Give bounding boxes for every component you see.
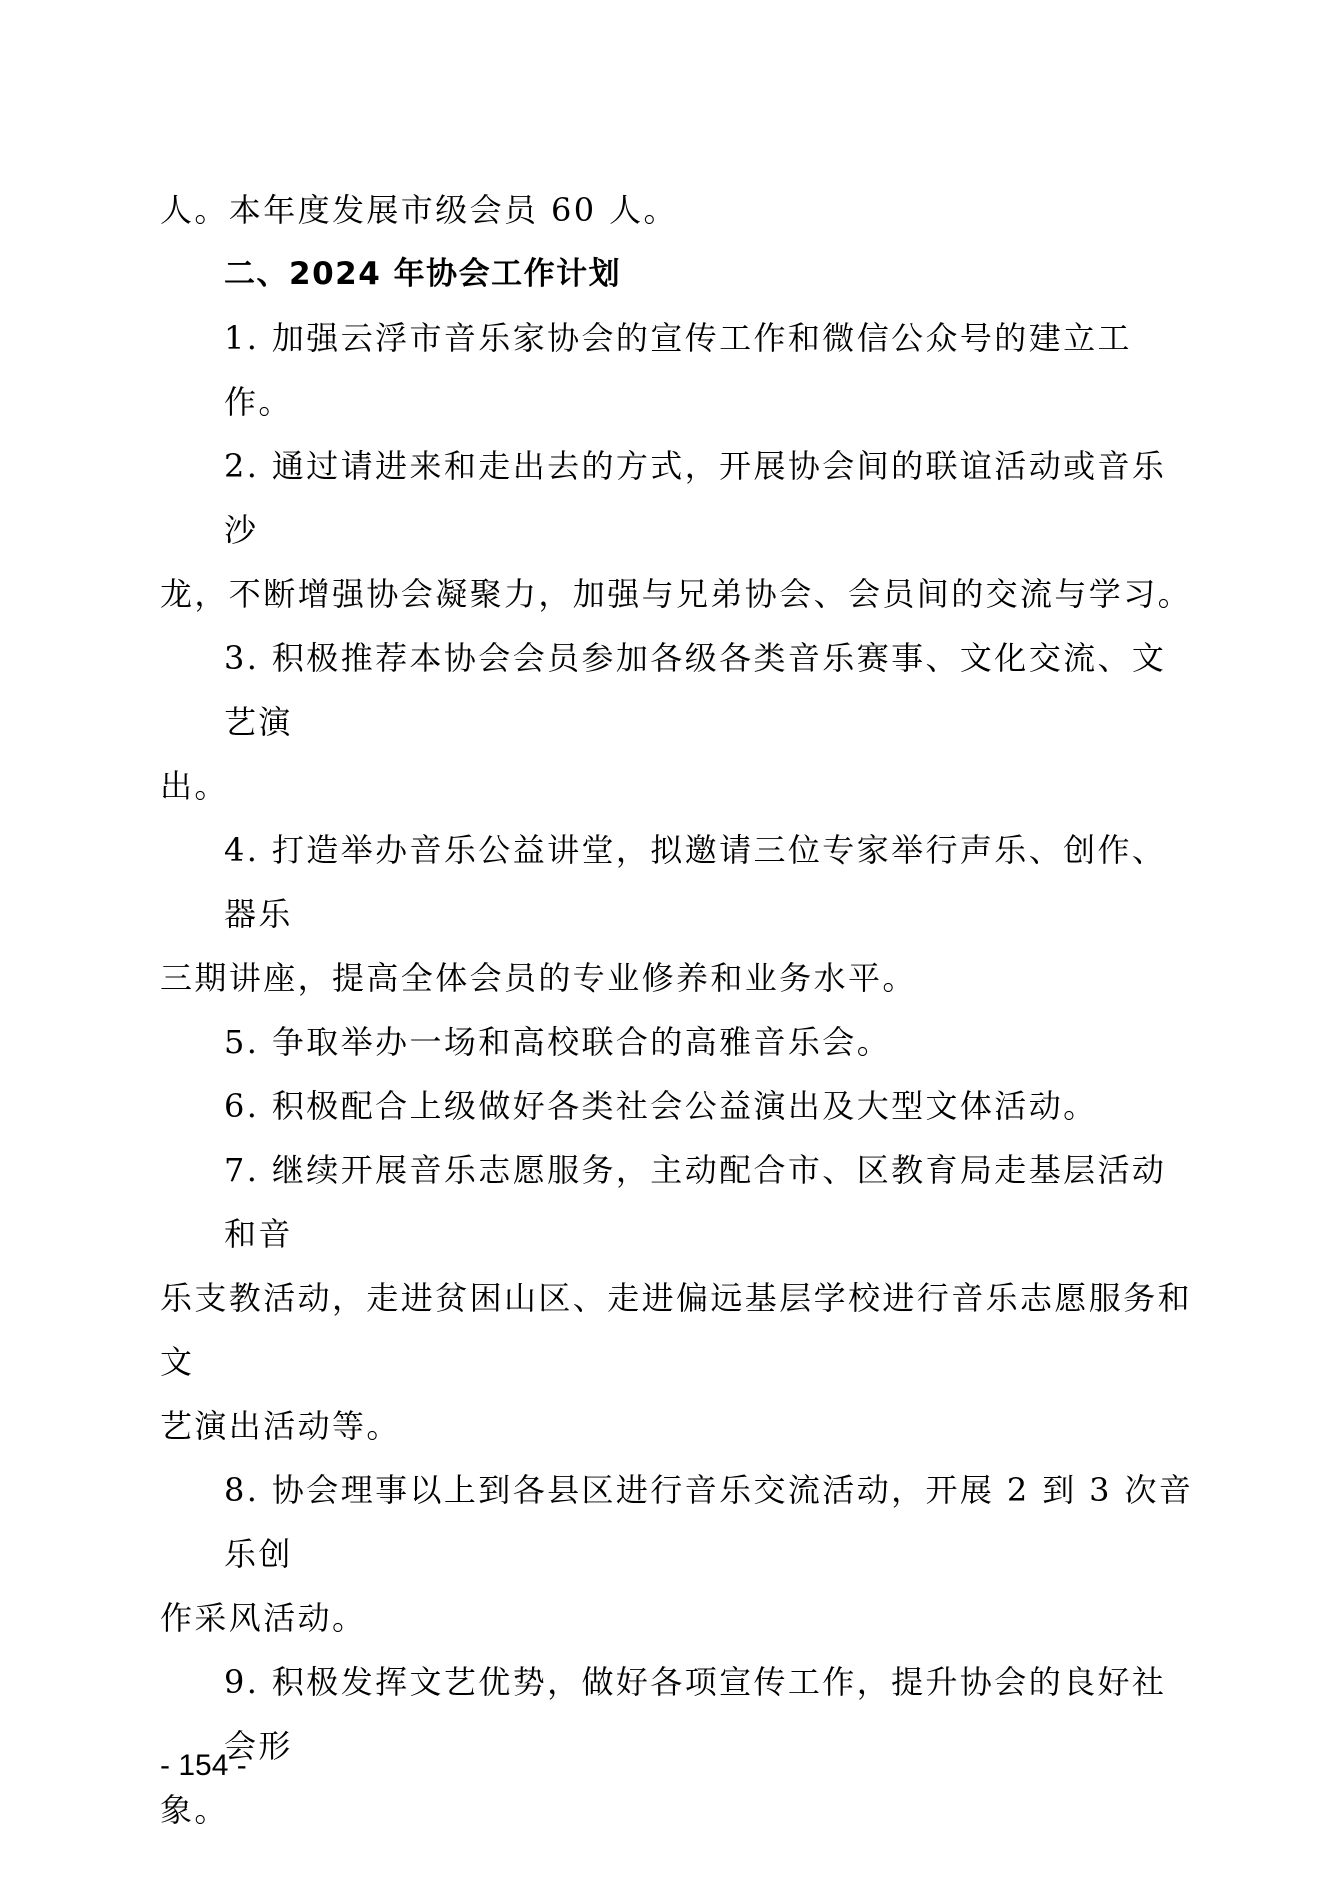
page-number: - 154 - [160, 1749, 247, 1782]
plan-item-2: 2. 通过请进来和走出去的方式，开展协会间的联谊活动或音乐沙 [224, 447, 1167, 549]
plan-item-8: 8. 协会理事以上到各县区进行音乐交流活动，开展 2 到 3 次音乐创 [224, 1471, 1194, 1573]
document-body [160, 178, 1195, 1842]
plan-item-5: 5. 争取举办一场和高校联合的高雅音乐会。 [224, 1023, 892, 1061]
plan-item-1: 1. 加强云浮市音乐家协会的宣传工作和微信公众号的建立工作。 [224, 319, 1132, 421]
plan-item-3: 3. 积极推荐本协会会员参加各级各类音乐赛事、文化交流、文艺演 [224, 639, 1167, 741]
plan-item-3-cont: 出。 [160, 767, 229, 805]
plan-item-8-cont: 作采风活动。 [160, 1599, 367, 1637]
plan-item-7-cont-2: 艺演出活动等。 [160, 1407, 401, 1445]
plan-item-7: 7. 继续开展音乐志愿服务，主动配合市、区教育局走基层活动和音 [224, 1151, 1167, 1253]
plan-item-7-cont: 乐支教活动，走进贫困山区、走进偏远基层学校进行音乐志愿服务和文 [160, 1279, 1193, 1381]
plan-item-9: 9. 积极发挥文艺优势，做好各项宣传工作，提升协会的良好社会形 [224, 1663, 1167, 1765]
plan-item-2-cont: 龙，不断增强协会凝聚力，加强与兄弟协会、会员间的交流与学习。 [160, 575, 1193, 613]
plan-item-9-cont: 象。 [160, 1791, 229, 1829]
plan-item-4-cont: 三期讲座，提高全体会员的专业修养和业务水平。 [160, 959, 917, 997]
section-heading: 二、2024 年协会工作计划 [224, 256, 622, 292]
plan-item-4: 4. 打造举办音乐公益讲堂，拟邀请三位专家举行声乐、创作、器乐 [224, 831, 1167, 933]
plan-item-6: 6. 积极配合上级做好各类社会公益演出及大型文体活动。 [224, 1087, 1098, 1125]
body-line: 人。本年度发展市级会员 60 人。 [160, 191, 678, 229]
